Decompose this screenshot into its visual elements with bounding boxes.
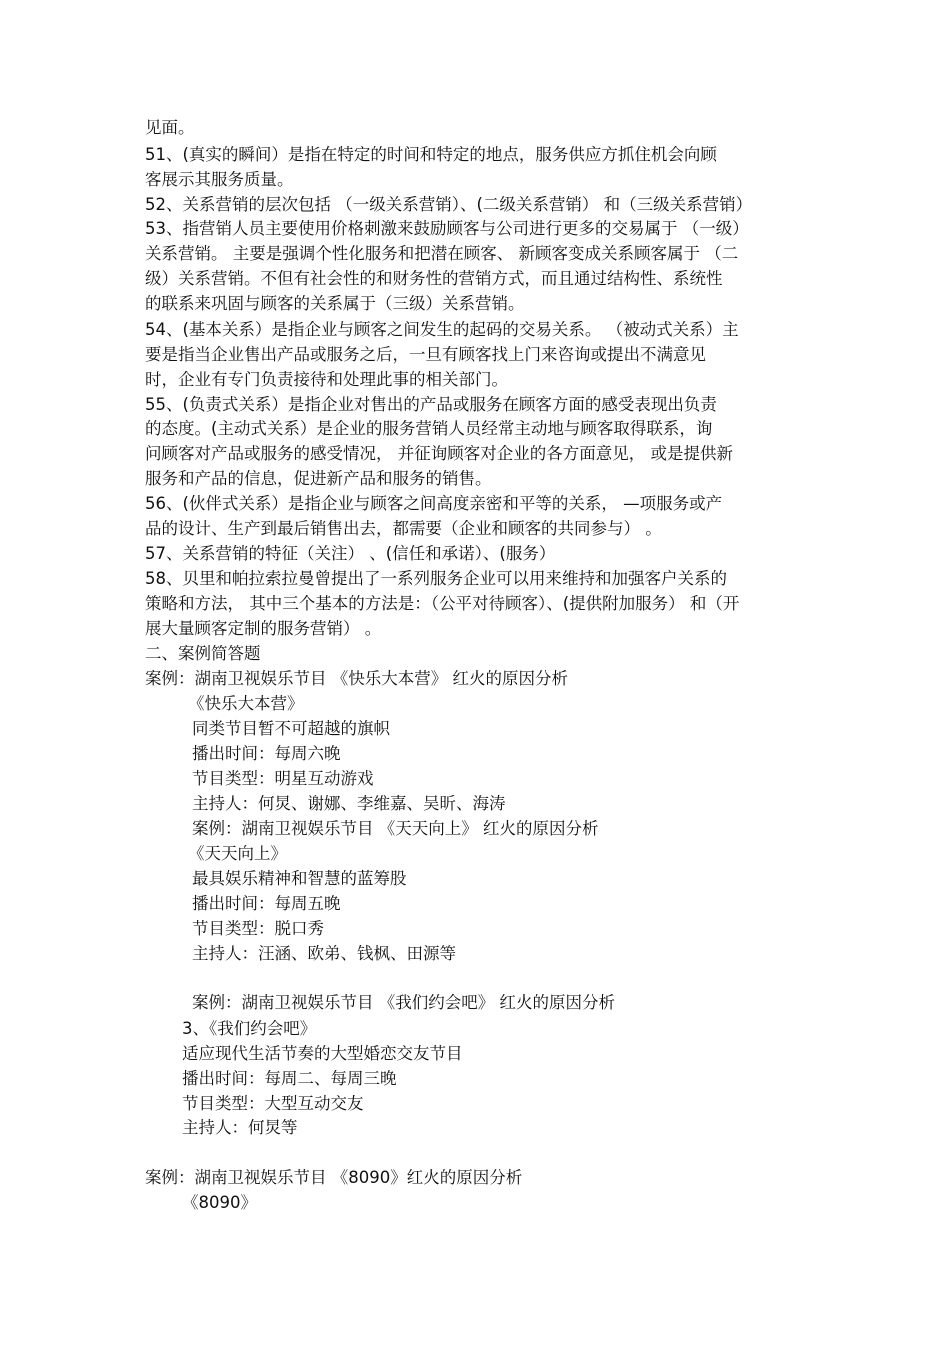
text-line: 见面。: [145, 118, 195, 137]
text-line: 主持人：何炅、谢娜、李维嘉、吴昕、海涛: [192, 794, 506, 813]
text-line: 节目类型：大型互动交友: [182, 1094, 364, 1113]
text-line: 51、(真实的瞬间）是指在特定的时间和特定的地点，服务供应方抓住机会向顾: [145, 145, 717, 164]
text-line: 3、《我们约会吧》: [182, 1019, 317, 1038]
case-title: 案例：湖南卫视娱乐节目 《天天向上》 红火的原因分析: [192, 819, 599, 838]
text-line: 58、贝里和帕拉索拉曼曾提出了一系列服务企业可以用来维持和加强客户关系的: [145, 569, 727, 588]
text-line: 54、(基本关系）是指企业与顾客之间发生的起码的交易关系。 （被动式关系）主: [145, 320, 739, 339]
text-line: 主持人：汪涵、欧弟、钱枫、田源等: [192, 944, 456, 963]
text-line: 播出时间：每周五晚: [192, 894, 341, 913]
text-line: 要是指当企业售出产品或服务之后，一旦有顾客找上门来咨询或提出不满意见: [145, 345, 706, 364]
text-line: 57、关系营销的特征（关注） 、(信任和承诺）、(服务）: [145, 544, 556, 563]
text-line: 播出时间：每周二、每周三晚: [182, 1069, 397, 1088]
text-line: 主持人：何炅等: [182, 1118, 298, 1137]
text-line: 52、关系营销的层次包括 （一级关系营销）、(二级关系营销） 和（三级关系营销）: [145, 195, 753, 214]
text-line: 节目类型：明星互动游戏: [192, 769, 374, 788]
text-line: 策略和方法， 其中三个基本的方法是：（公平对待顾客）、(提供附加服务） 和（开: [145, 594, 740, 613]
text-line: 展大量顾客定制的服务营销） 。: [145, 619, 382, 638]
case-title: 案例：湖南卫视娱乐节目 《8090》红火的原因分析: [145, 1168, 523, 1187]
text-line: 最具娱乐精神和智慧的蓝筹股: [192, 869, 407, 888]
section-heading: 二、案例简答题: [145, 644, 261, 663]
text-line: 时，企业有专门负责接待和处理此事的相关部门。: [145, 370, 508, 389]
text-line: 品的设计、生产到最后销售出去，都需要（企业和顾客的共同参与） 。: [145, 519, 662, 538]
text-line: 服务和产品的信息，促进新产品和服务的销售。: [145, 469, 492, 488]
text-line: 的态度。(主动式关系）是企业的服务营销人员经常主动地与顾客取得联系，询: [145, 419, 713, 438]
text-line: 客展示其服务质量。: [145, 170, 294, 189]
text-line: 的联系来巩固与顾客的关系属于（三级）关系营销。: [145, 294, 525, 313]
text-line: 55、(负责式关系）是指企业对售出的产品或服务在顾客方面的感受表现出负责: [145, 395, 717, 414]
text-line: 56、(伙伴式关系）是指企业与顾客之间高度亲密和平等的关系， —项服务或产: [145, 494, 723, 513]
text-line: 《天天向上》: [188, 844, 287, 863]
text-line: 关系营销。 主要是强调个性化服务和把潜在顾客、 新顾客变成关系顾客属于 （二: [145, 244, 739, 263]
text-line: 级）关系营销。不但有社会性的和财务性的营销方式，而且通过结构性、系统性: [145, 269, 723, 288]
case-title: 案例：湖南卫视娱乐节目 《我们约会吧》 红火的原因分析: [192, 993, 615, 1012]
text-line: 《8090》: [182, 1193, 257, 1212]
text-line: 节目类型：脱口秀: [192, 919, 324, 938]
text-line: 播出时间：每周六晚: [192, 744, 341, 763]
case-title: 案例：湖南卫视娱乐节目 《快乐大本营》 红火的原因分析: [145, 669, 568, 688]
text-line: 适应现代生活节奏的大型婚恋交友节目: [182, 1044, 463, 1063]
text-line: 问顾客对产品或服务的感受情况， 并征询顾客对企业的各方面意见， 或是提供新: [145, 444, 733, 463]
text-line: 《快乐大本营》: [188, 694, 304, 713]
text-line: 同类节目暂不可超越的旗帜: [192, 719, 390, 738]
text-line: 53、指营销人员主要使用价格刺激来鼓励顾客与公司进行更多的交易属于 （一级）: [145, 219, 749, 238]
